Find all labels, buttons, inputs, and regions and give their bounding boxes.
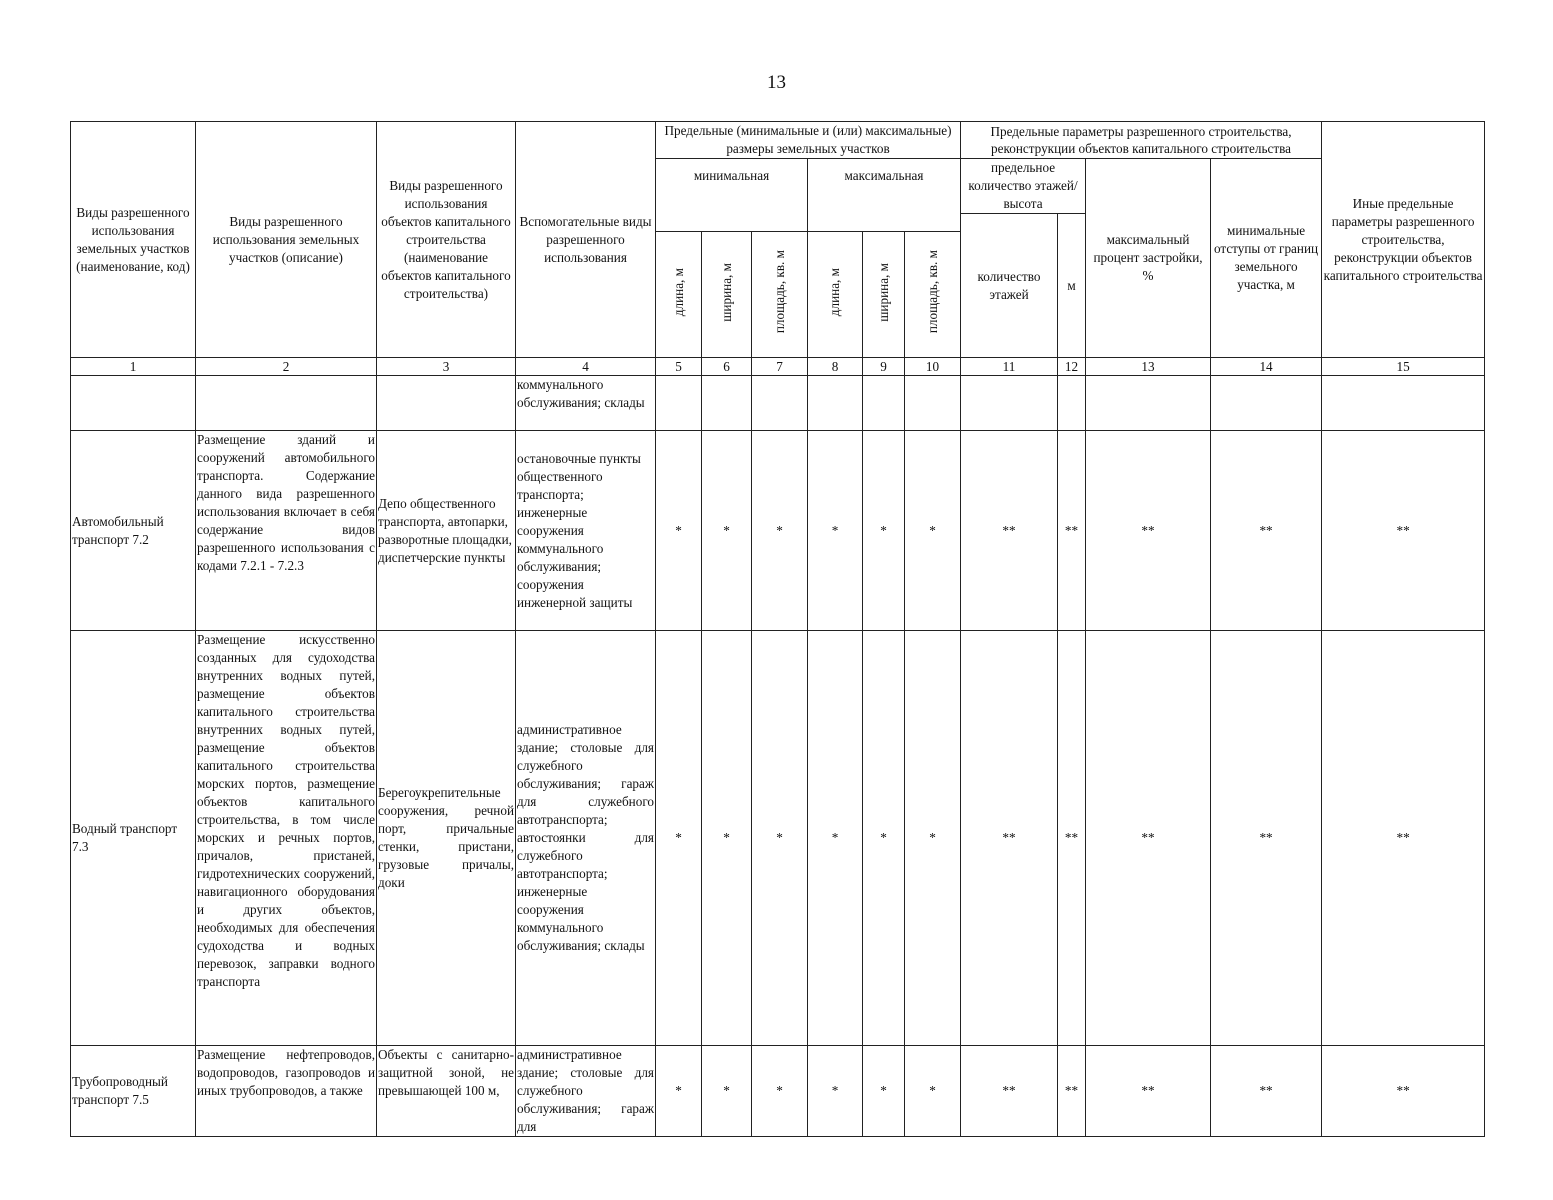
row-size-value [863, 376, 905, 431]
row-description: Размещение нефтепроводов, водопроводов, газопроводов и иных трубопроводов, а также [196, 1046, 377, 1137]
row-auxiliary: коммунального обслуживания; склады [516, 376, 656, 431]
row-name [71, 376, 196, 431]
row-size-value [905, 376, 961, 431]
header-minimal: минимальная [656, 159, 808, 232]
row-param-value: ** [1058, 1046, 1086, 1137]
row-param-value [1211, 376, 1322, 431]
row-param-value: ** [961, 431, 1058, 631]
column-number: 3 [377, 358, 516, 376]
row-capital-objects: Объекты с санитарно-защитной зоной, не превышающей 100 м, [377, 1046, 516, 1137]
column-number: 1 [71, 358, 196, 376]
column-number: 9 [863, 358, 905, 376]
row-size-value: * [752, 631, 808, 1046]
row-size-value [702, 376, 752, 431]
column-number: 5 [656, 358, 702, 376]
row-size-value: * [905, 431, 961, 631]
row-param-value: ** [1058, 631, 1086, 1046]
row-size-value: * [905, 631, 961, 1046]
row-param-value: ** [961, 631, 1058, 1046]
header-maximal: максимальная [808, 159, 961, 232]
column-number: 8 [808, 358, 863, 376]
row-param-value: ** [1086, 1046, 1211, 1137]
row-param-value: ** [961, 1046, 1058, 1137]
header-min-area: площадь, кв. м [771, 250, 787, 334]
row-param-value: ** [1211, 1046, 1322, 1137]
header-max-length: длина, м [827, 267, 842, 317]
row-size-value [808, 376, 863, 431]
header-max-percent: максимальный процент застройки, % [1086, 159, 1211, 358]
row-description: Размещение искусственно созданных для судоходства внутренних водных путей, размещение объектов капитального строительства внутренних водных путей, размещение объектов капитального строительства морских портов, размещение объектов капитального строительства, в том числе морских и речных портов, причалов, пристаней, гидротехнических сооружений, навигационного оборудования и других объектов, необходимых для обеспечения судоходства и водных перевозок, заправки водного транспорта [196, 631, 377, 1046]
row-param-value: ** [1058, 431, 1086, 631]
row-size-value: * [656, 631, 702, 1046]
column-number: 11 [961, 358, 1058, 376]
row-size-value: * [863, 631, 905, 1046]
row-name: Водный транспорт 7.3 [71, 631, 196, 1046]
table-row [71, 631, 1485, 1046]
row-param-value [1058, 376, 1086, 431]
column-number: 12 [1058, 358, 1086, 376]
column-number: 15 [1322, 358, 1485, 376]
row-auxiliary: остановочные пункты общественного транспорта; инженерные сооружения коммунального обслуживания; сооружения инженерной защиты [516, 431, 656, 631]
row-auxiliary: административное здание; столовые для служебного обслуживания; гараж для [516, 1046, 656, 1137]
row-description [196, 376, 377, 431]
regulations-table [70, 121, 1485, 1137]
row-size-value: * [656, 431, 702, 631]
row-description: Размещение зданий и сооружений автомобильного транспорта. Содержание данного вида разрешенного использования включает в себя содержание видов разрешенного использования с кодами 7.2.1 - 7.2.3 [196, 431, 377, 631]
column-number: 6 [702, 358, 752, 376]
header-floors-count: количество этажей [961, 214, 1058, 358]
header-max-area: площадь, кв. м [924, 250, 940, 334]
header-col2: Виды разрешенного использования земельных участков (описание) [196, 122, 377, 358]
row-param-value [961, 376, 1058, 431]
row-param-value: ** [1211, 631, 1322, 1046]
row-size-value: * [702, 431, 752, 631]
header-min-width: ширина, м [718, 262, 734, 322]
row-size-value [752, 376, 808, 431]
row-name: Автомобильный транспорт 7.2 [71, 431, 196, 631]
row-param-value: ** [1322, 631, 1485, 1046]
row-auxiliary: административное здание; столовые для служебного обслуживания; гараж для служебного автотранспорта; автостоянки для служебного автотранспорта; инженерные сооружения коммунального обслуживания; склады [516, 631, 656, 1046]
row-capital-objects: Депо общественного транспорта, автопарки, разворотные площадки, диспетчерские пункты [377, 431, 516, 631]
column-number: 13 [1086, 358, 1211, 376]
row-size-value: * [752, 1046, 808, 1137]
row-name: Трубопроводный транспорт 7.5 [71, 1046, 196, 1137]
row-size-value: * [905, 1046, 961, 1137]
header-min-length: длина, м [670, 267, 686, 317]
row-size-value: * [808, 1046, 863, 1137]
row-size-value: * [808, 631, 863, 1046]
row-param-value: ** [1086, 631, 1211, 1046]
row-capital-objects: Берегоукрепительные сооружения, речной порт, причальные стенки, пристани, грузовые причалы, доки [377, 631, 516, 1046]
header-col4: Вспомогательные виды разрешенного использования [516, 122, 656, 358]
table-row [71, 1046, 1485, 1137]
header-max-width: ширина, м [875, 262, 891, 322]
header-min-setback: минимальные отступы от границ земельного участка, м [1211, 159, 1322, 358]
header-floors-height: предельное количество этажей/высота [961, 159, 1086, 214]
row-size-value: * [656, 1046, 702, 1137]
row-capital-objects [377, 376, 516, 431]
column-number: 4 [516, 358, 656, 376]
row-size-value: * [752, 431, 808, 631]
row-size-value: * [808, 431, 863, 631]
table-row [71, 431, 1485, 631]
header-group-sizes: Предельные (минимальные и (или) максимальные) размеры земельных участков [656, 122, 961, 159]
column-number-row [71, 358, 1485, 376]
column-number: 2 [196, 358, 377, 376]
row-param-value: ** [1322, 1046, 1485, 1137]
column-number: 14 [1211, 358, 1322, 376]
row-size-value: * [702, 1046, 752, 1137]
header-other-params: Иные предельные параметры разрешенного строительства, реконструкции объектов капитального строительства [1322, 122, 1485, 358]
column-number: 7 [752, 358, 808, 376]
row-param-value [1322, 376, 1485, 431]
header-col1: Виды разрешенного использования земельных участков (наименование, код) [71, 122, 196, 358]
header-group-params: Предельные параметры разрешенного строительства, реконструкции объектов капитального строительства [961, 122, 1322, 159]
row-param-value [1086, 376, 1211, 431]
column-number: 10 [905, 358, 961, 376]
table-row [71, 376, 1485, 431]
page-number: 13 [767, 72, 786, 93]
header-meters: м [1058, 214, 1086, 358]
row-size-value [656, 376, 702, 431]
row-param-value: ** [1322, 431, 1485, 631]
header-col3: Виды разрешенного использования объектов капитального строительства (наименование объектов капитального строительства) [377, 122, 516, 358]
row-size-value: * [702, 631, 752, 1046]
header-row-1 [71, 122, 1485, 159]
row-size-value: * [863, 1046, 905, 1137]
row-size-value: * [863, 431, 905, 631]
row-param-value: ** [1211, 431, 1322, 631]
row-param-value: ** [1086, 431, 1211, 631]
